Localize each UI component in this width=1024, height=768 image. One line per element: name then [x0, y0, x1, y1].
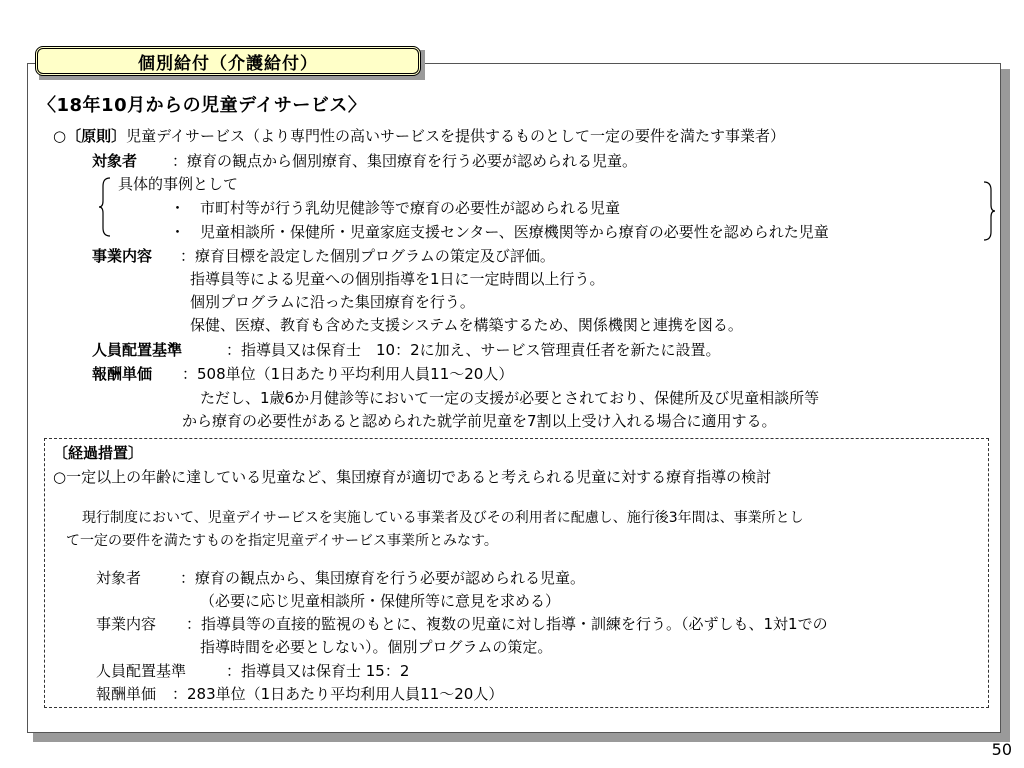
- staffing-text: ：指導員又は保育士 10：2に加え、サービス管理責任者を新たに設置。: [226, 341, 721, 359]
- principle-line: [53, 126, 785, 146]
- examples-intro: 具体的事例として: [118, 175, 239, 193]
- transition-target-text-1: ：療育の観点から、集団療育を行う必要が認められる児童。: [180, 569, 586, 587]
- content-text-1: ：療育目標を設定した個別プログラムの策定及び評価。: [180, 247, 555, 265]
- fee-line-1: [92, 364, 513, 384]
- example-item-2: ・ 児童相談所・保健所・児童家庭支援センター、医療機関等から療育の必要性を認められた児童: [170, 223, 829, 241]
- content-line-3: 個別プログラムに沿った集団療育を行う。: [190, 293, 475, 311]
- transition-content-line-2: 指導時間を必要としない）。個別プログラムの策定。: [200, 638, 553, 656]
- transition-target-line-2: （必要に応じ児童相談所・保健所等に意見を求める）: [200, 592, 561, 610]
- transition-paragraph-2: て一定の要件を満たすものを指定児童デイサービス事業所とみなす。: [66, 533, 498, 549]
- fee-line-3: から療育の必要性があると認められた就学前児童を7割以上受け入れる場合に適用する。: [182, 412, 777, 430]
- target-line: [92, 151, 637, 171]
- transition-target-line-1: [96, 568, 585, 588]
- transition-staffing-label: 人員配置基準: [96, 662, 187, 680]
- transition-label: 〔経過措置〕: [53, 444, 144, 462]
- target-text: ：療育の観点から個別療育、集団療育を行う必要が認められる児童。: [172, 152, 638, 170]
- transition-paragraph-1: 現行制度において、児童デイサービスを実施している事業者及びその利用者に配慮し、施行後3年間は、事業所とし: [82, 510, 804, 526]
- example-item-1: ・ 市町村等が行う乳幼児健診等で療育の必要性が認められる児童: [170, 199, 621, 217]
- transition-fee-line: [96, 684, 503, 704]
- page-number: 50: [991, 740, 1012, 759]
- principle-label: ○〔原則〕: [53, 127, 127, 145]
- transition-staffing-text: ：指導員又は保育士 15：2: [226, 662, 410, 680]
- transition-content-text-1: ：指導員等の直接的監視のもとに、複数の児童に対し指導・訓練を行う。（必ずしも、1対1での: [186, 615, 828, 633]
- transition-heading: ○一定以上の年齢に達している児童など、集団療育が適切であると考えられる児童に対する療育指導の検討: [53, 468, 772, 486]
- transition-target-label: 対象者: [96, 569, 142, 587]
- transition-staffing-line: [96, 661, 409, 681]
- fee-line-2: ただし、1歳6か月健診等において一定の支援が必要とされており、保健所及び児童相談所等: [200, 389, 820, 407]
- target-label: 対象者: [92, 152, 138, 170]
- section-heading: 〈18年10月からの児童デイサービス〉: [38, 95, 367, 116]
- fee-text-1: ：508単位（1日あたり平均利用人員11～20人）: [182, 365, 514, 383]
- staffing-label: 人員配置基準: [92, 341, 183, 359]
- content-line-1: [92, 246, 555, 266]
- principle-text: 児童デイサービス（より専門性の高いサービスを提供するものとして一定の要件を満たす事業者）: [126, 127, 786, 145]
- transition-content-line-1: [96, 614, 828, 634]
- transition-fee-label: 報酬単価: [96, 685, 157, 703]
- transition-content-label: 事業内容: [96, 615, 157, 633]
- staffing-line: [92, 340, 721, 360]
- left-brace-icon: [98, 176, 112, 238]
- content-line-4: 保健、医療、教育も含めた支援システムを構築するため、関係機関と連携を図る。: [190, 316, 743, 334]
- content-line-2: 指導員等による児童への個別指導を1日に一定時間以上行う。: [190, 270, 605, 288]
- page-title: 個別給付（介護給付）: [35, 46, 421, 76]
- fee-label: 報酬単価: [92, 365, 153, 383]
- transition-fee-text: ：283単位（1日あたり平均利用人員11～20人）: [172, 685, 504, 703]
- right-brace-icon: [982, 180, 996, 242]
- content-label: 事業内容: [92, 247, 153, 265]
